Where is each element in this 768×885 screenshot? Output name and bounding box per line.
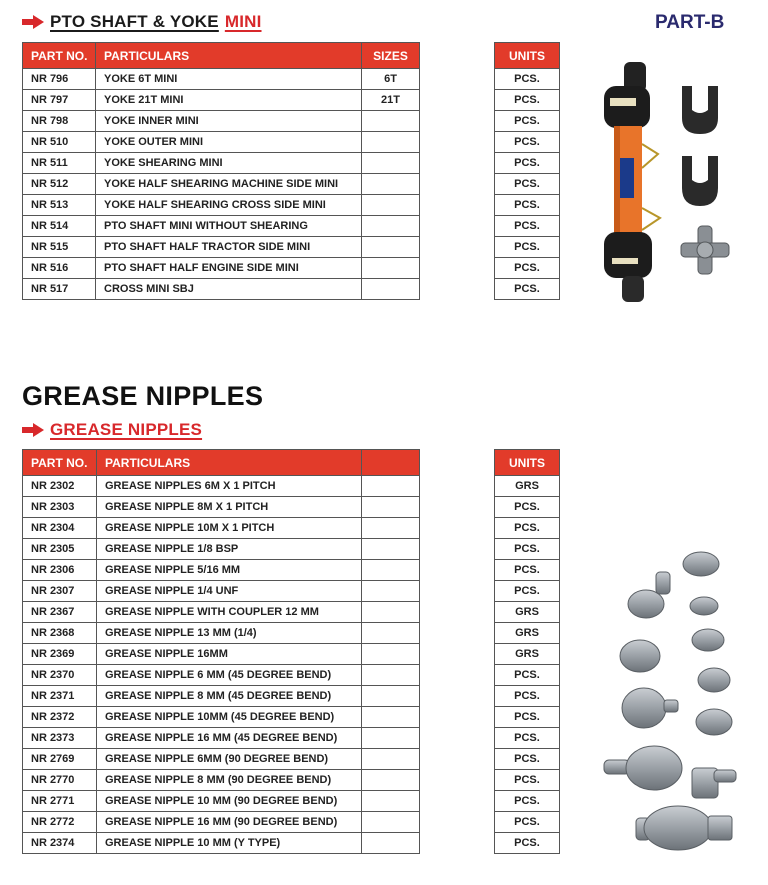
pto-unit-row	[495, 258, 560, 279]
cell-part-no: NR 2304	[23, 518, 97, 539]
cell-size: 6T	[362, 69, 420, 90]
cell-unit: PCS.	[495, 153, 560, 174]
cell-blank	[362, 728, 420, 749]
cell-part-no: NR 2772	[23, 812, 97, 833]
cell-unit: PCS.	[495, 833, 560, 854]
cell-particulars: GREASE NIPPLE 16MM	[97, 644, 362, 665]
grease-row	[23, 686, 420, 707]
header-part-no: PART NO.	[23, 43, 96, 69]
header-units: UNITS	[495, 43, 560, 69]
grease-table	[22, 449, 420, 854]
grease-unit-row	[495, 539, 560, 560]
grease-unit-row	[495, 581, 560, 602]
pto-unit-row	[495, 174, 560, 195]
cell-unit: PCS.	[495, 728, 560, 749]
cell-part-no: NR 2374	[23, 833, 97, 854]
pto-row	[23, 111, 420, 132]
cell-unit: PCS.	[495, 791, 560, 812]
cell-blank	[362, 812, 420, 833]
cell-size	[362, 279, 420, 300]
cell-part-no: NR 2305	[23, 539, 97, 560]
cell-particulars: YOKE INNER MINI	[96, 111, 362, 132]
cell-unit: GRS	[495, 476, 560, 497]
grease-unit-row	[495, 644, 560, 665]
cell-part-no: NR 517	[23, 279, 96, 300]
cell-part-no: NR 2303	[23, 497, 97, 518]
pto-title-highlight: MINI	[224, 12, 262, 31]
pto-unit-row	[495, 132, 560, 153]
cell-unit: PCS.	[495, 90, 560, 111]
cell-particulars: GREASE NIPPLE 8M X 1 PITCH	[97, 497, 362, 518]
cell-part-no: NR 510	[23, 132, 96, 153]
cell-particulars: GREASE NIPPLE 10MM (45 DEGREE BEND)	[97, 707, 362, 728]
cell-unit: PCS.	[495, 539, 560, 560]
cell-unit: PCS.	[495, 216, 560, 237]
grease-unit-row	[495, 791, 560, 812]
cell-unit: PCS.	[495, 258, 560, 279]
cell-particulars: GREASE NIPPLE 1/8 BSP	[97, 539, 362, 560]
cell-blank	[362, 707, 420, 728]
cell-unit: PCS.	[495, 174, 560, 195]
cell-particulars: PTO SHAFT MINI WITHOUT SHEARING	[96, 216, 362, 237]
pto-section-title	[22, 12, 262, 32]
cell-blank	[362, 560, 420, 581]
grease-unit-row	[495, 707, 560, 728]
pto-row	[23, 69, 420, 90]
cell-size	[362, 258, 420, 279]
grease-unit-row	[495, 749, 560, 770]
cell-size: 21T	[362, 90, 420, 111]
grease-title-highlight: GREASE NIPPLES	[50, 420, 203, 439]
cell-part-no: NR 2307	[23, 581, 97, 602]
cell-unit: PCS.	[495, 560, 560, 581]
cell-particulars: GREASE NIPPLE 1/4 UNF	[97, 581, 362, 602]
pto-unit-row	[495, 195, 560, 216]
cell-part-no: NR 2370	[23, 665, 97, 686]
cell-particulars: GREASE NIPPLE 5/16 MM	[97, 560, 362, 581]
pto-title-main: PTO SHAFT & YOKE	[50, 12, 219, 31]
cell-blank	[362, 644, 420, 665]
cell-particulars: GREASE NIPPLE WITH COUPLER 12 MM	[97, 602, 362, 623]
cell-unit: PCS.	[495, 69, 560, 90]
cell-particulars: GREASE NIPPLE 16 MM (90 DEGREE BEND)	[97, 812, 362, 833]
grease-unit-row	[495, 770, 560, 791]
grease-row	[23, 770, 420, 791]
cell-particulars: YOKE HALF SHEARING CROSS SIDE MINI	[96, 195, 362, 216]
cell-size	[362, 174, 420, 195]
cell-unit: PCS.	[495, 812, 560, 833]
grease-row	[23, 749, 420, 770]
pto-table	[22, 42, 420, 300]
grease-row	[23, 518, 420, 539]
grease-unit-row	[495, 497, 560, 518]
cell-part-no: NR 511	[23, 153, 96, 174]
pto-unit-row	[495, 279, 560, 300]
grease-nipples-image	[596, 548, 746, 868]
cell-unit: PCS.	[495, 686, 560, 707]
cell-size	[362, 195, 420, 216]
pto-unit-row	[495, 111, 560, 132]
cell-part-no: NR 798	[23, 111, 96, 132]
grease-row	[23, 812, 420, 833]
cell-unit: PCS.	[495, 581, 560, 602]
cell-unit: PCS.	[495, 111, 560, 132]
cell-blank	[362, 497, 420, 518]
grease-row	[23, 623, 420, 644]
grease-row	[23, 476, 420, 497]
cell-particulars: YOKE 21T MINI	[96, 90, 362, 111]
arrow-right-icon	[22, 423, 44, 437]
grease-unit-row	[495, 623, 560, 644]
cell-particulars: GREASE NIPPLE 8 MM (45 DEGREE BEND)	[97, 686, 362, 707]
grease-row	[23, 581, 420, 602]
arrow-right-icon	[22, 15, 44, 29]
pto-unit-row	[495, 69, 560, 90]
cell-part-no: NR 796	[23, 69, 96, 90]
cell-particulars: YOKE OUTER MINI	[96, 132, 362, 153]
cell-part-no: NR 2369	[23, 644, 97, 665]
cell-part-no: NR 512	[23, 174, 96, 195]
cell-unit: GRS	[495, 602, 560, 623]
grease-unit-row	[495, 476, 560, 497]
cell-unit: PCS.	[495, 279, 560, 300]
grease-row	[23, 560, 420, 581]
cell-part-no: NR 2367	[23, 602, 97, 623]
cell-particulars: GREASE NIPPLE 6MM (90 DEGREE BEND)	[97, 749, 362, 770]
cell-blank	[362, 749, 420, 770]
cell-blank	[362, 518, 420, 539]
cell-size	[362, 153, 420, 174]
cell-part-no: NR 515	[23, 237, 96, 258]
cell-blank	[362, 581, 420, 602]
grease-row	[23, 707, 420, 728]
grease-table-header	[23, 450, 420, 476]
pto-unit-row	[495, 90, 560, 111]
grease-row	[23, 665, 420, 686]
cell-unit: PCS.	[495, 707, 560, 728]
cell-particulars: YOKE 6T MINI	[96, 69, 362, 90]
grease-unit-row	[495, 518, 560, 539]
part-label: PART-B	[655, 12, 725, 33]
header-particulars: PARTICULARS	[96, 43, 362, 69]
grease-unit-row	[495, 833, 560, 854]
cell-blank	[362, 623, 420, 644]
pto-unit-row	[495, 216, 560, 237]
cell-particulars: YOKE HALF SHEARING MACHINE SIDE MINI	[96, 174, 362, 195]
cell-part-no: NR 2368	[23, 623, 97, 644]
cell-unit: PCS.	[495, 518, 560, 539]
header-units: UNITS	[495, 450, 560, 476]
cell-size	[362, 216, 420, 237]
pto-row	[23, 153, 420, 174]
cell-unit: PCS.	[495, 770, 560, 791]
pto-units-table	[494, 42, 560, 300]
grease-row	[23, 644, 420, 665]
cell-unit: PCS.	[495, 665, 560, 686]
grease-row	[23, 539, 420, 560]
cell-part-no: NR 2371	[23, 686, 97, 707]
grease-section-title	[22, 420, 202, 440]
grease-row	[23, 497, 420, 518]
grease-row	[23, 602, 420, 623]
pto-row	[23, 90, 420, 111]
grease-unit-row	[495, 728, 560, 749]
pto-row	[23, 279, 420, 300]
cell-unit: PCS.	[495, 497, 560, 518]
pto-units-header	[495, 43, 560, 69]
pto-unit-row	[495, 153, 560, 174]
grease-row	[23, 728, 420, 749]
cell-unit: PCS.	[495, 132, 560, 153]
cell-unit: PCS.	[495, 237, 560, 258]
cell-particulars: GREASE NIPPLE 16 MM (45 DEGREE BEND)	[97, 728, 362, 749]
cell-part-no: NR 2770	[23, 770, 97, 791]
header-part-no: PART NO.	[23, 450, 97, 476]
grease-unit-row	[495, 686, 560, 707]
cell-unit: GRS	[495, 644, 560, 665]
cell-particulars: GREASE NIPPLE 6 MM (45 DEGREE BEND)	[97, 665, 362, 686]
cell-blank	[362, 686, 420, 707]
cell-part-no: NR 2372	[23, 707, 97, 728]
header-blank	[362, 450, 420, 476]
pto-row	[23, 216, 420, 237]
cell-blank	[362, 770, 420, 791]
cell-unit: PCS.	[495, 749, 560, 770]
cell-particulars: GREASE NIPPLE 10 MM (Y TYPE)	[97, 833, 362, 854]
grease-row	[23, 833, 420, 854]
cell-part-no: NR 2302	[23, 476, 97, 497]
pto-row	[23, 132, 420, 153]
cell-part-no: NR 2306	[23, 560, 97, 581]
cell-size	[362, 237, 420, 258]
grease-row	[23, 791, 420, 812]
cell-particulars: YOKE SHEARING MINI	[96, 153, 362, 174]
pto-shaft-image	[590, 58, 750, 308]
pto-unit-row	[495, 237, 560, 258]
grease-unit-row	[495, 812, 560, 833]
cell-particulars: GREASE NIPPLES 6M X 1 PITCH	[97, 476, 362, 497]
header-sizes: SIZES	[362, 43, 420, 69]
cell-part-no: NR 516	[23, 258, 96, 279]
cell-unit: PCS.	[495, 195, 560, 216]
cell-blank	[362, 833, 420, 854]
grease-units-header	[495, 450, 560, 476]
cell-particulars: GREASE NIPPLE 10 MM (90 DEGREE BEND)	[97, 791, 362, 812]
cell-blank	[362, 602, 420, 623]
cell-part-no: NR 514	[23, 216, 96, 237]
grease-unit-row	[495, 602, 560, 623]
grease-units-table	[494, 449, 560, 854]
cell-part-no: NR 797	[23, 90, 96, 111]
cell-part-no: NR 513	[23, 195, 96, 216]
cell-particulars: GREASE NIPPLE 10M X 1 PITCH	[97, 518, 362, 539]
pto-row	[23, 258, 420, 279]
grease-unit-row	[495, 560, 560, 581]
cell-part-no: NR 2373	[23, 728, 97, 749]
cell-particulars: GREASE NIPPLE 8 MM (90 DEGREE BEND)	[97, 770, 362, 791]
cell-blank	[362, 539, 420, 560]
header-particulars: PARTICULARS	[97, 450, 362, 476]
pto-row	[23, 237, 420, 258]
cell-blank	[362, 665, 420, 686]
cell-size	[362, 132, 420, 153]
pto-row	[23, 195, 420, 216]
grease-heading: GREASE NIPPLES	[22, 381, 264, 411]
grease-unit-row	[495, 665, 560, 686]
cell-particulars: PTO SHAFT HALF TRACTOR SIDE MINI	[96, 237, 362, 258]
cell-blank	[362, 476, 420, 497]
cell-part-no: NR 2769	[23, 749, 97, 770]
cell-particulars: CROSS MINI SBJ	[96, 279, 362, 300]
cell-unit: GRS	[495, 623, 560, 644]
cell-particulars: GREASE NIPPLE 13 MM (1/4)	[97, 623, 362, 644]
cell-part-no: NR 2771	[23, 791, 97, 812]
pto-table-header	[23, 43, 420, 69]
pto-row	[23, 174, 420, 195]
cell-blank	[362, 791, 420, 812]
cell-size	[362, 111, 420, 132]
cell-particulars: PTO SHAFT HALF ENGINE SIDE MINI	[96, 258, 362, 279]
